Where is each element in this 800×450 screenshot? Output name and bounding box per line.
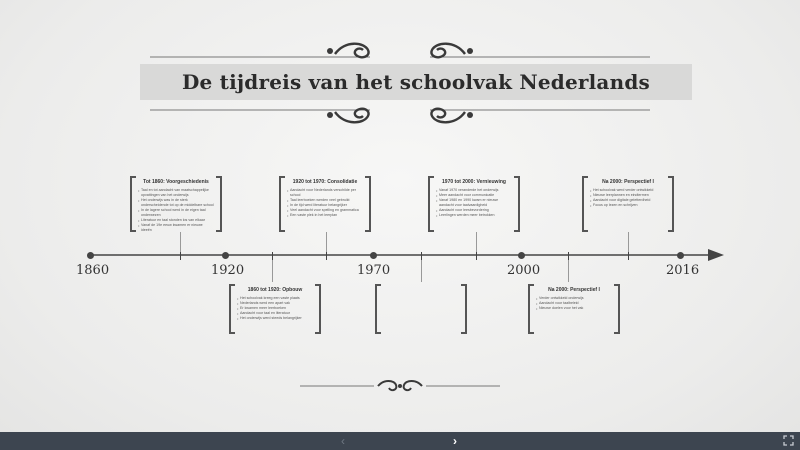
card-list — [436, 188, 512, 218]
timeline-dot[interactable] — [677, 252, 684, 259]
card-item: • Het onderwijs werd steeds belangrijker — [237, 316, 313, 321]
axis-tick — [326, 252, 327, 260]
card-bracket-corner — [315, 284, 321, 286]
card-empty[interactable] — [375, 284, 467, 334]
card-title: 1970 tot 2000: Vernieuwing — [442, 179, 506, 185]
card-item: • Aandacht voor taalbeleid — [536, 301, 612, 306]
year-label: 1970 — [357, 263, 391, 278]
fullscreen-icon[interactable] — [783, 435, 794, 446]
card-item: • Veel aandacht voor spelling en grammatica — [287, 208, 363, 213]
card-item: • Aandacht voor digitale geletterdheid — [590, 198, 666, 203]
card-item: • Het onderwijs was in de sterk onderscheidende tot op de middelbare school — [138, 198, 214, 208]
card-1970-2000[interactable] — [428, 176, 520, 232]
card-bracket-corner — [315, 332, 321, 334]
year-label: 2000 — [507, 263, 541, 278]
card-1920-1970[interactable] — [279, 176, 371, 232]
card-title: Na 2000: Perspectief I — [548, 287, 600, 293]
card-title: 1920 tot 1970: Consolidatie — [292, 179, 358, 185]
card-bracket-corner — [668, 176, 674, 178]
top-ornament — [150, 36, 650, 62]
card-bracket-corner — [365, 230, 371, 232]
year-label: 1920 — [211, 263, 245, 278]
card-bracket-corner — [279, 176, 285, 178]
card-item: • Taal leerboeken werden veel gebruikt — [287, 198, 363, 203]
card-bracket-corner — [461, 332, 467, 334]
card-item: • Meer aandacht voor communicatie — [436, 193, 512, 198]
connector-line — [272, 260, 273, 282]
card-list — [138, 188, 214, 233]
timeline-dot[interactable] — [87, 252, 94, 259]
next-arrow-icon[interactable]: › — [453, 434, 457, 448]
card-item: • Verder ontwikkeld onderwijs — [536, 296, 612, 301]
card-1860-1920[interactable] — [229, 284, 321, 334]
card-bracket-corner — [216, 230, 222, 232]
card-bracket-corner — [528, 332, 534, 334]
card-bracket-corner — [216, 176, 222, 178]
axis-tick — [180, 252, 181, 260]
card-item: • Aandacht voor leesbevordering — [436, 208, 512, 213]
year-label: 1860 — [76, 263, 110, 278]
timeline-dot[interactable] — [518, 252, 525, 259]
card-item: • Een vaste plek in het leerplan — [287, 213, 363, 218]
page-title: De tijdreis van het schoolvak Nederlands — [182, 70, 650, 94]
presentation-footer — [0, 432, 800, 450]
connector-line — [568, 260, 569, 282]
card-bracket-corner — [461, 284, 467, 286]
card-item: • Het schoolvak kreeg een vaste plaats — [237, 296, 313, 301]
axis-tick — [568, 252, 569, 260]
card-bracket-corner — [375, 332, 381, 334]
card-item: • Literatuur en taal stonden los van elkaar — [138, 218, 214, 223]
axis-tick — [272, 252, 273, 260]
card-bracket-corner — [582, 176, 588, 178]
card-bracket-corner — [229, 284, 235, 286]
axis-tick — [476, 252, 477, 260]
card-bracket-corner — [365, 176, 371, 178]
card-item: • Aandacht voor taal en literatuur — [237, 311, 313, 316]
card-bracket-corner — [582, 230, 588, 232]
card-list — [237, 296, 313, 321]
card-title: 1860 tot 1920: Opbouw — [247, 287, 303, 293]
card-na-2000-top[interactable] — [582, 176, 674, 232]
card-item: • Leerlingen werden meer betrokken — [436, 213, 512, 218]
card-bracket-corner — [130, 230, 136, 232]
card-bracket-corner — [428, 176, 434, 178]
card-item: • Nieuwe doelen voor het vak — [536, 306, 612, 311]
title-banner — [140, 64, 692, 100]
card-bracket-corner — [668, 230, 674, 232]
card-item: • Focus op lezen en schrijven — [590, 203, 666, 208]
card-item: • Nederlands werd een apart vak — [237, 301, 313, 306]
card-item: • Taal en tot aandacht van maatschappelijke opvattingen van het onderwijs — [138, 188, 214, 198]
card-item: • In de tijd werd literatuur belangrijker — [287, 203, 363, 208]
card-title: Tot 1860: Voorgeschiedenis — [143, 179, 209, 185]
card-item: • Het schoolvak werd verder ontwikkeld — [590, 188, 666, 193]
card-title: Na 2000: Perspectief I — [602, 179, 654, 185]
card-bracket-corner — [279, 230, 285, 232]
card-item: • Vanaf de 19e eeuw kwamen er nieuwe ideeën — [138, 223, 214, 233]
title-bottom-ornament — [150, 104, 650, 132]
card-bracket-corner — [528, 284, 534, 286]
card-tot-1860[interactable] — [130, 176, 222, 232]
card-bracket-corner — [428, 230, 434, 232]
card-item: • Vanaf 1980 en 1990 kwam er nieuwe aandacht voor taalvaardigheid — [436, 198, 512, 208]
axis-tick — [628, 252, 629, 260]
timeline-dot[interactable] — [370, 252, 377, 259]
card-item: • Nieuwe leerplannen en eindtermen — [590, 193, 666, 198]
card-list — [536, 296, 612, 311]
card-na-2000-bottom[interactable] — [528, 284, 620, 334]
card-list — [590, 188, 666, 208]
card-bracket-corner — [614, 284, 620, 286]
card-item: • Aandacht voor Nederlands verschilde per school — [287, 188, 363, 198]
year-label: 2016 — [666, 263, 700, 278]
connector-line — [421, 260, 422, 282]
timeline-dot[interactable] — [222, 252, 229, 259]
card-bracket-corner — [614, 332, 620, 334]
timeline-axis — [86, 248, 726, 262]
card-bracket-corner — [229, 332, 235, 334]
bottom-ornament — [300, 378, 500, 394]
card-bracket-corner — [130, 176, 136, 178]
prev-arrow-icon[interactable]: ‹ — [341, 434, 345, 448]
axis-tick — [421, 252, 422, 260]
card-bracket-corner — [375, 284, 381, 286]
card-item: • Vanaf 1970 veranderde het onderwijs — [436, 188, 512, 193]
card-item: • In de lagere school werd in de eigen taal onderwezen — [138, 208, 214, 218]
card-bracket-corner — [514, 176, 520, 178]
card-list — [287, 188, 363, 218]
card-item: • Er kwamen meer leerboeken — [237, 306, 313, 311]
card-bracket-corner — [514, 230, 520, 232]
